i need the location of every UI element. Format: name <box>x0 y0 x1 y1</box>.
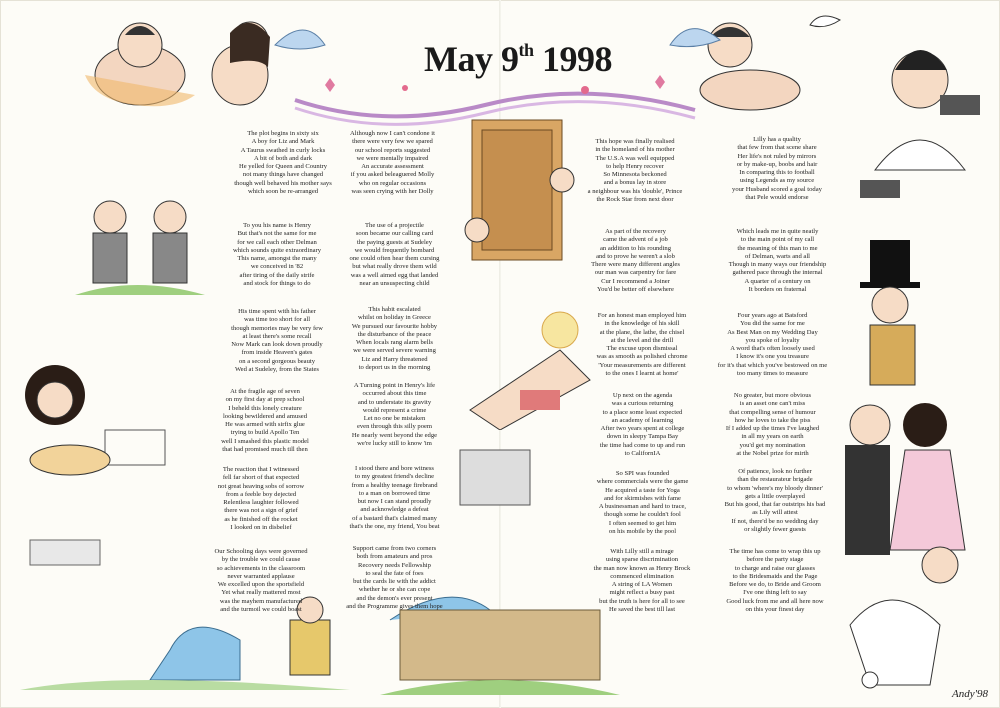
poem-stanza-4: At the fragile age of seven on my first day at prep school I beheld this lonely creature looking bewildered and amused He was armed with sirfix glue trying to build Apollo Ten well I smashed this plastic model that had promised much till then <box>221 388 309 454</box>
cherub-illustration-right <box>640 5 860 115</box>
poem-stanza-23: Of patience, look no further than the restaurateur brigade to whom 'where's my bloody dinner' gets a little overplayed But his good, that far outstrips his bad as Lily will attest If not, there'd be no wedding day or slightly fewer guests <box>724 468 826 534</box>
poem-stanza-2: To you his name is Henry But that's not the same for me for we call each other Delman which sounds quite extraordinary This name, amongst the many we conceived in '82 after tiring of the daily strife and stock for things to do <box>232 222 322 288</box>
poem-stanza-19: Lilly has a quality that few from that scene share Her life's not ruled by mirrors or by make-up, boobs and hair In comparing this to football using Legends as my source your Husband scored a goal today that Pele would endorse <box>732 136 822 202</box>
poem-stanza-3: His time spent with his father was time too short for all though memories may be very few at least there's some recall Now Mark can look down proudly from inside Heaven's gates on a second gorgeous beauty Wed at Sudeley, from the States <box>231 308 323 374</box>
poem-stanza-6: Our Schooling days were governed by the trouble we could cause so achievements in the classroom never warranted applause We excelled upon the sportsfield Yet what really mattered most was the mayhem manufactured and the turmoil we could boast <box>214 548 308 614</box>
poem-stanza-18: With Lilly still a mirage using sparse discrimination the man now known as Henry Brock commenced elimination A string of LA Women might reflect a busy past but the truth is here for all to see He saved the best till last <box>593 548 691 614</box>
poem-stanza-13: This hope was finally realised in the homeland of his mother The U.S.A was well equipped to help Henry recover So Minnesota beckoned and a bonus lay in store a neighbour was his 'double', Prince the Rock Star from next door <box>587 138 683 204</box>
poem-stanza-14: As part of the recovery came the advent of a job an addition to his rounding and to prove he weren't a slob There were many different angles our man was carpentry for fare Cur I recommend a Joiner You'd be better off elsewhere <box>591 228 680 294</box>
poem-stanza-17: So SPI was founded where commercials were the game He acquired a taste for Yoga and for skirmishes with fame A businessman and hard to trace, though some he couldn't fool I often seemed to get him on his mobile by the pool <box>596 470 689 536</box>
top-hat-man-illustration <box>830 230 980 400</box>
cherub-illustration-left <box>70 5 330 115</box>
poem-stanza-10: A Turning point in Henry's life occurred about this time and to understate its gravity would represent a crime Let no one be mistaken even through this silly poem He nearly went beyond the edge we're lucky still to know 'im <box>351 382 438 448</box>
poem-stanza-15: For an honest man employed him in the knowledge of his skill at the plane, the lathe, the chisel at the level and the drill The excuse upon dismissal was as smooth as polished chrome 'Your measurements are different to the ones I learnt at home' <box>596 312 688 378</box>
poem-stanza-11: I stood there and bore witness to my greatest friend's decline from a healthy teenage firebrand to a man on borrowed time but now I can stand proudly and acknowledge a defeat of a bastard that's claimed many that's the one, my friend, You beat <box>349 465 440 531</box>
child-with-toys-illustration <box>10 340 190 490</box>
poem-stanza-7: Although now I can't condone it there were very few we spared our school reports suggested we were mentally impaired An accurate assessment if you asked beleaguered Molly who on regular occasions was seen crying with her Dolly <box>350 130 435 196</box>
poem-stanza-12: Support came from two corners both from amateurs and pros Recovery needs Fellowship to seal the fate of foes but the cards lie with the addict whether he or she can cope and the demon's ever present and the Programme gives them hope <box>346 545 443 611</box>
poem-stanza-5: The reaction that I witnessed fell far short of that expected not great heaving sobs of sorrow from a feeble boy dejected Relentless laughter followed there was not a sign of grief as he finished off the rocket I looked on in disbelief <box>217 466 305 532</box>
poem-stanza-1: The plot begins in sixty six A boy for Liz and Mark A Taurus swathed in curly locks A bit of both and dark He yelled for Queen and Country not many things have changed though well behaved his mother says which soon be re-arranged <box>234 130 332 196</box>
page-title: May 9th 1998 <box>424 39 612 79</box>
poem-stanza-9: This habit escalated whilst on holiday in Greece We pursued our favourite hobby the disturbance of the peace When locals rang alarm bells we were served severe warning Liz and Harry threatened to deport us in the morning <box>351 306 438 372</box>
poem-stanza-21: Four years ago at Batsford You did the same for me As Best Man on my Wedding Day you spoke of loyalty A word that's often loosely used I know it's one you treasure for it's that which you've bestowed on me too many times to measure <box>717 312 828 378</box>
wedding-couple-illustration <box>840 535 990 695</box>
poem-stanza-20: Which leads me in quite neatly to the main point of my call the meaning of this man to me of Delman, warts and all Though in many ways our friendship gathered pace through the internal A quarter of a century on It borders on fraternal <box>728 228 827 294</box>
carpentry-door-illustration <box>452 110 582 270</box>
poem-stanza-24: The time has come to wrap this up before the party stage to charge and raise our glasses to the Bridesmaids and the Page Before we do, to Bride and Groom I've one thing left to say Good luck from me and all here now on this your finest day <box>726 548 824 614</box>
poem-stanza-8: The use of a projectile soon became our calling card the paying guests at Sudeley we would frequently bombard one could often hear them cursing but what really drove them wild was a well aimed egg that landed near an unsuspecting child <box>349 222 440 288</box>
poem-stanza-16: Up next on the agenda was a curious returning to a place some least expected an academy of learning After two years spent at college down in sleepy Tampa Bay the time had come to up and run to CalifornIA <box>599 392 686 458</box>
poem-stanza-22: No greater, but more obvious is an asset one can't miss that compelling sense of humour how he loves to take the piss If I added up the times I've laughed in all my years on earth you'd get my nomination at the Nobel prize for mirth <box>725 392 820 458</box>
artist-signature: Andy'98 <box>952 688 988 700</box>
yoga-man-illustration <box>855 30 995 200</box>
two-boys-illustration <box>75 195 205 305</box>
